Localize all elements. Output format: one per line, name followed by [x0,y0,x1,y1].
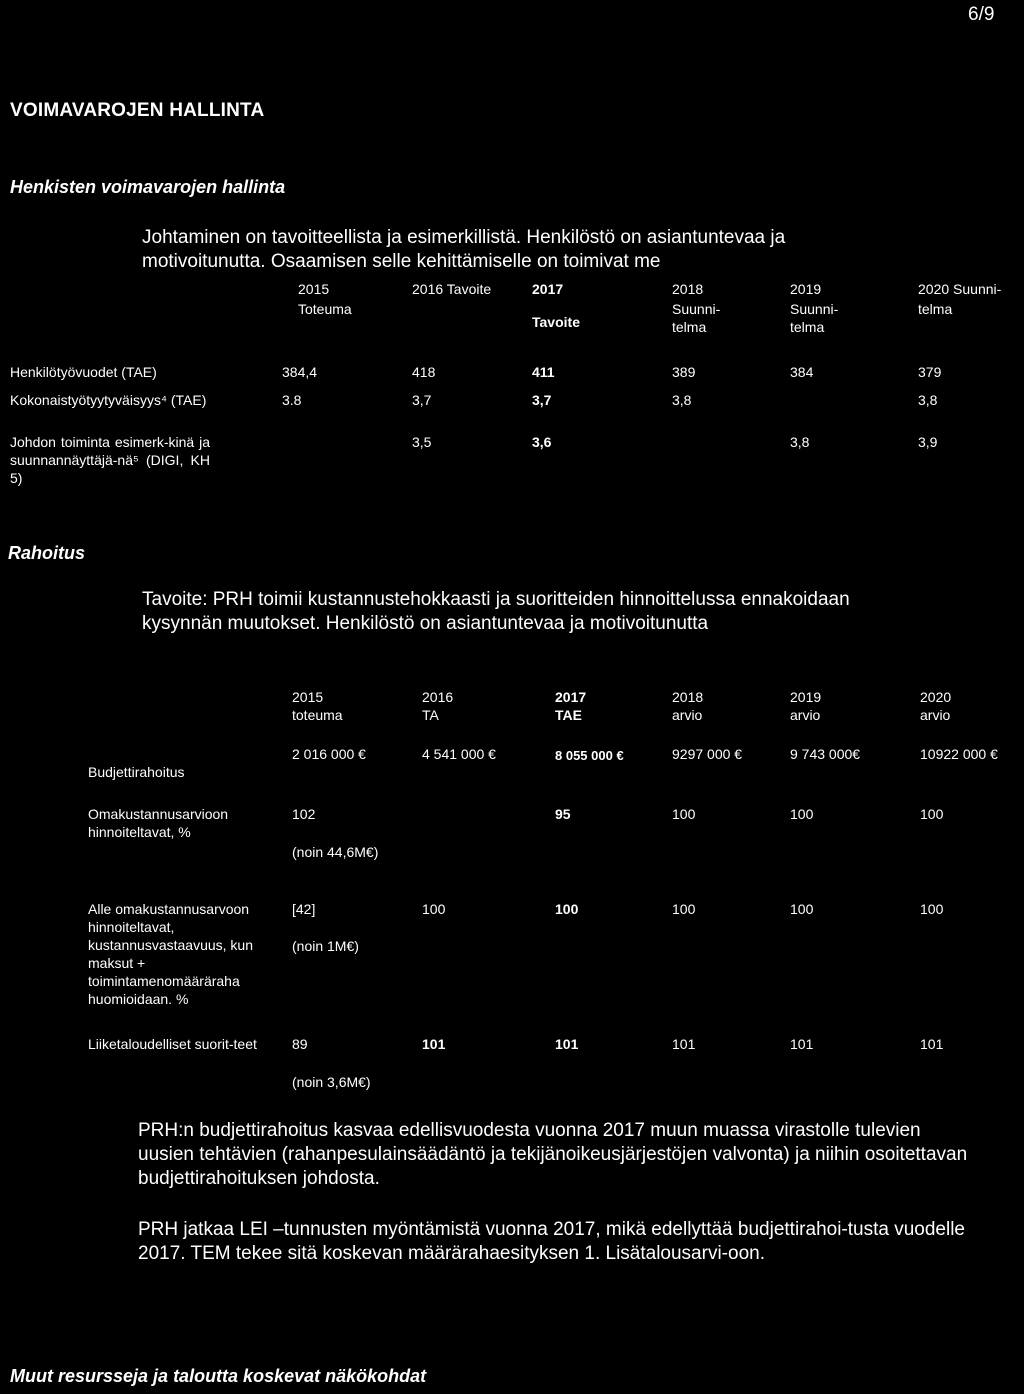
hr-header-year: 2018 [672,281,704,297]
funding-cell: 95 [555,806,571,822]
funding-cell: [42] [292,901,316,917]
funding-header-year: 2019 [790,689,822,705]
funding-cell: 101 [422,1036,446,1052]
hr-cell: 3,8 [918,392,938,408]
hr-cell: 3,6 [532,434,552,450]
funding-header-year: 2016 [422,689,454,705]
funding-cell: 100 [790,806,814,822]
hr-cell: 3,8 [790,434,810,450]
funding-cell: 10922 000 € [920,746,998,762]
funding-goal-line2: kysynnän muutokset. Henkilöstö on asiantuntevaa ja motivoitunutta [142,613,709,634]
page-number: 6/9 [968,4,995,25]
funding-cell: 100 [422,901,446,917]
hr-header-label: telma [918,301,953,317]
hr-cell: 411 [532,364,555,380]
funding-cell: 2 016 000 € [292,746,366,762]
hr-intro-line1: Johtaminen on tavoitteellista ja esimerkillistä. Henkilöstö on asiantuntevaa ja [142,227,786,248]
funding-cell-note: (noin 1M€) [292,938,359,954]
hr-cell: 3.8 [282,392,302,408]
hr-header-label: Tavoite [532,314,580,330]
hr-cell: 379 [918,364,942,380]
funding-cell: 89 [292,1036,308,1052]
hr-cell: 389 [672,364,696,380]
hr-header-year: 2020 Suunni- [918,281,1002,297]
funding-cell: 8 055 000 € [555,748,624,763]
funding-cell: 102 [292,806,316,822]
hr-cell: 3,7 [532,392,552,408]
hr-cell: 3,5 [412,434,432,450]
funding-header-year: 2015 [292,689,324,705]
hr-header-label: Suunni-telma [672,301,721,335]
funding-row-label: Omakustannusarvioon hinnoiteltavat, % [88,806,229,840]
hr-section-title: Henkisten voimavarojen hallinta [10,177,286,197]
funding-cell: 101 [672,1036,696,1052]
funding-goal-line1: Tavoite: PRH toimii kustannustehokkaasti ja suoritteiden hinnoittelussa ennakoidaan [142,589,850,610]
hr-row-label: Johdon toiminta esimerk-kinä ja suunnannäyttäjä-nä⁵ (DIGI, KH 5) [10,434,210,486]
funding-row-label: Liiketaloudelliset suorit-teet [88,1036,257,1052]
hr-intro-line2: motivoitunutta. Osaamisen selle kehittämiselle on toimivat me [142,251,661,272]
funding-header-label: arvio [672,707,703,723]
funding-header-year: 2017 [555,689,587,705]
funding-cell: 9297 000 € [672,746,743,762]
funding-section-title: Rahoitus [8,543,86,563]
hr-header-year: 2016 Tavoite [412,281,492,297]
funding-cell: 100 [790,901,814,917]
footer-heading: Muut resursseja ja taloutta koskevat näkökohdat [10,1366,427,1386]
funding-cell: 101 [555,1036,579,1052]
funding-row-label: Alle omakustannusarvoon hinnoiteltavat, kustannusvastaavuus, kun maksut + toimintamenomääräraha huomioidaan. % [88,901,253,1007]
funding-header-year: 2018 [672,689,704,705]
funding-cell: 9 743 000€ [790,746,861,762]
hr-row-label: Henkilötyövuodet (TAE) [10,364,157,380]
funding-cell-note: (noin 44,6M€) [292,844,379,860]
funding-header-year: 2020 [920,689,952,705]
funding-cell: 100 [920,901,944,917]
funding-header-label: arvio [920,707,951,723]
hr-cell: 3,7 [412,392,432,408]
hr-header-year: 2015 [298,281,330,297]
funding-header-label: toteuma [292,707,343,723]
funding-header-label: TAE [555,707,582,723]
funding-paragraph-2: PRH jatkaa LEI –tunnusten myöntämistä vuonna 2017, mikä edellyttää budjettirahoi-tusta vuodelle 2017. TEM tekee sitä koskevan määrärahaesityksen 1. Lisätalousarvi-oon. [138,1219,965,1264]
hr-header-year: 2017 [532,281,564,297]
hr-cell: 384 [790,364,814,380]
hr-row-label: Kokonaistyötyytyväisyys⁴ (TAE) [10,392,207,408]
hr-header-label: Toteuma [298,301,352,317]
funding-cell: 100 [555,901,579,917]
funding-cell: 101 [920,1036,944,1052]
hr-cell: 384,4 [282,364,318,380]
page-heading: VOIMAVAROJEN HALLINTA [10,100,265,121]
hr-cell: 3,9 [918,434,938,450]
funding-cell-note: (noin 3,6M€) [292,1074,371,1090]
funding-cell: 100 [672,806,696,822]
funding-cell: 100 [920,806,944,822]
hr-cell: 418 [412,364,436,380]
funding-cell: 100 [672,901,696,917]
funding-cell: 4 541 000 € [422,746,496,762]
funding-row-label: Budjettirahoitus [88,764,185,780]
funding-header-label: TA [422,707,439,723]
funding-cell: 101 [790,1036,814,1052]
funding-paragraph-1: PRH:n budjettirahoitus kasvaa edellisvuodesta vuonna 2017 muun muassa virastolle tulevien uusien tehtävien (rahanpesulainsäädäntö ja tekijänoikeusjärjestöjen valvonta) ja niihin osoitettavan budjettirahoituksen johdosta. [138,1120,968,1189]
hr-header-label: Suunni-telma [790,301,839,335]
funding-header-label: arvio [790,707,821,723]
hr-header-year: 2019 [790,281,822,297]
hr-cell: 3,8 [672,392,692,408]
